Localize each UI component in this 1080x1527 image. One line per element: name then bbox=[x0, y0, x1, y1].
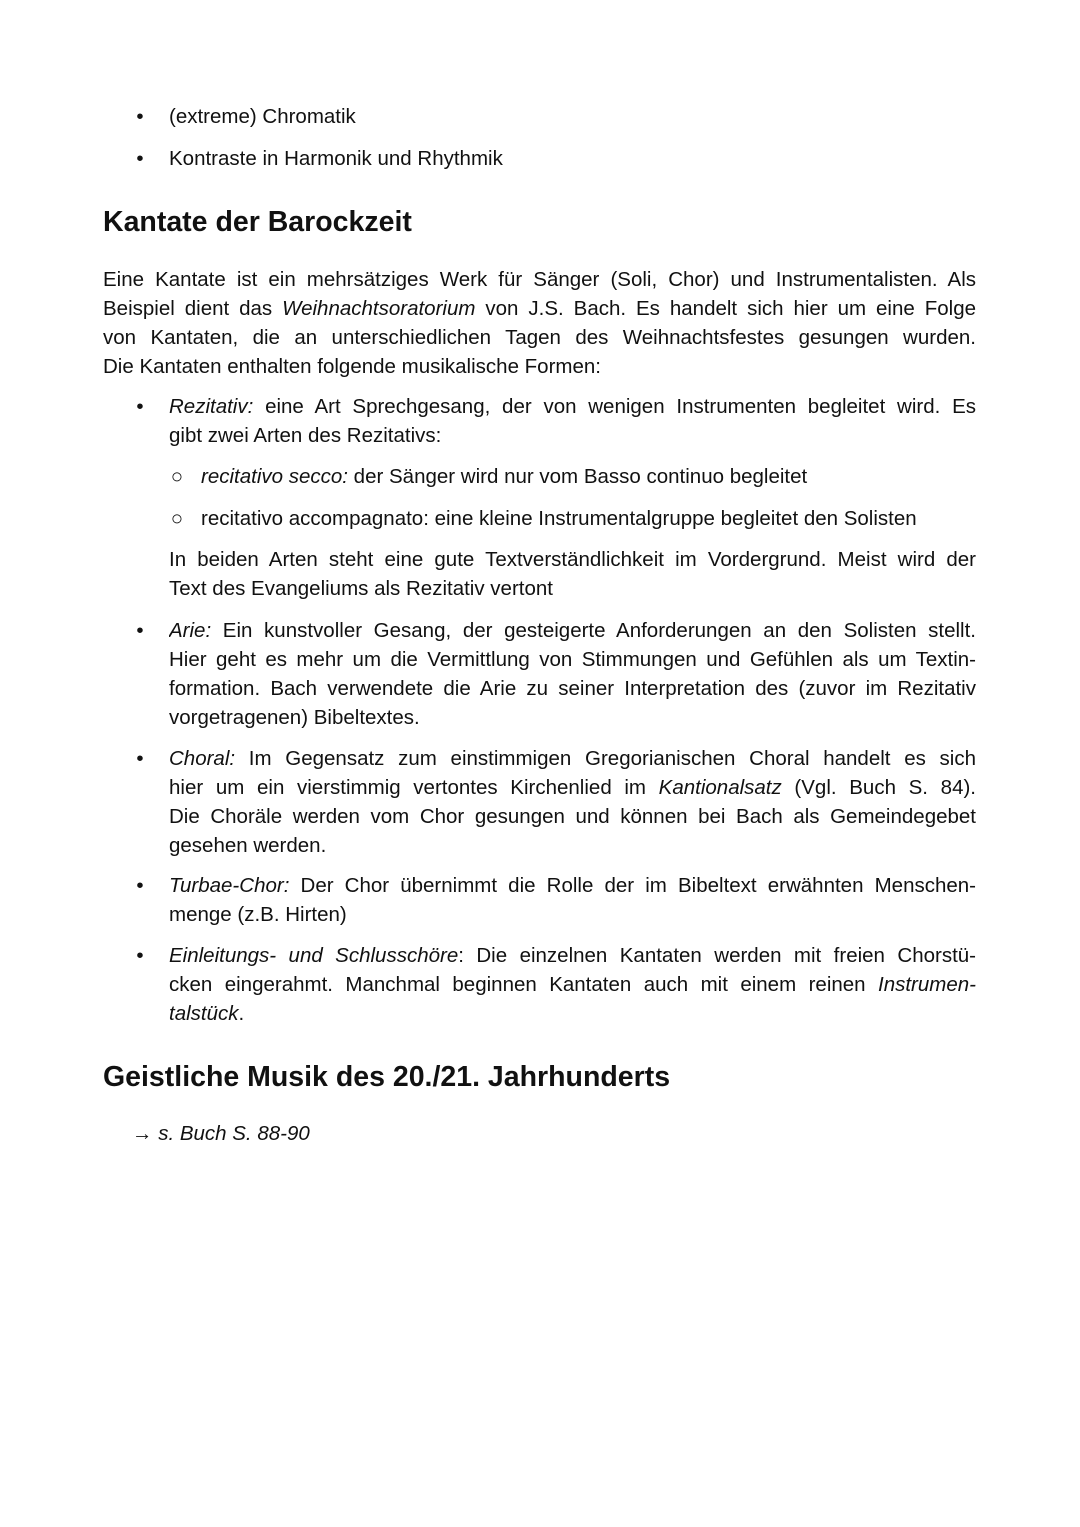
text-line bbox=[103, 352, 601, 381]
text-line bbox=[169, 900, 347, 929]
bullet-icon: • bbox=[136, 943, 144, 967]
text-line bbox=[169, 574, 553, 603]
text-line bbox=[169, 941, 976, 970]
text-line bbox=[169, 421, 441, 450]
list-item: (extreme) Chromatik bbox=[169, 104, 356, 128]
text-line bbox=[169, 773, 976, 802]
text-line bbox=[169, 744, 976, 773]
italic-text: recitativo secco: bbox=[201, 464, 348, 488]
text-span: eine Art Sprechgesang, der von wenigen Instrumenten begleitet wird. Es bbox=[253, 394, 976, 418]
text-line bbox=[169, 999, 244, 1028]
text-line bbox=[169, 545, 976, 574]
text-span: von J.S. Bach. Es handelt sich hier um eine Folge bbox=[475, 296, 976, 320]
text-span: Hier geht es mehr um die Vermittlung von Stimmungen und Gefühlen als um Textin- bbox=[169, 647, 976, 671]
bullet-icon: • bbox=[136, 146, 144, 170]
text-span: Text des Evangeliums als Rezitativ vertont bbox=[169, 576, 553, 600]
text-span: . bbox=[238, 1001, 245, 1025]
text-span: Eine Kantate ist ein mehrsätziges Werk für Sänger (Soli, Chor) und Instrumentalisten. Als bbox=[103, 267, 976, 291]
text-span: von Kantaten, die an unterschiedlichen Tagen des Weihnachtsfestes gesungen wurden. bbox=[103, 325, 976, 349]
book-reference: → s. Buch S. 88-90 bbox=[132, 1122, 310, 1145]
italic-text: Weihnachtsoratorium bbox=[282, 296, 476, 320]
text-line bbox=[169, 703, 420, 732]
text-span: : Die einzelnen Kantaten werden mit freien Chorstü- bbox=[458, 943, 976, 967]
text-span: Ein kunstvoller Gesang, der gesteigerte Anforderungen an den Solisten stellt. bbox=[211, 618, 976, 642]
section-heading: Kantate der Barockzeit bbox=[103, 206, 412, 238]
text-line bbox=[169, 616, 976, 645]
text-span: (Vgl. Buch S. 84). bbox=[781, 775, 976, 799]
text-span: In beiden Arten steht eine gute Textverständlichkeit im Vordergrund. Meist wird der bbox=[169, 547, 976, 571]
bullet-icon: • bbox=[136, 394, 144, 418]
text-line bbox=[169, 970, 976, 999]
italic-text: Arie: bbox=[169, 618, 212, 642]
text-line bbox=[169, 392, 976, 421]
text-span: gibt zwei Arten des Rezitativs: bbox=[169, 423, 442, 447]
circle-bullet-icon: ○ bbox=[170, 506, 184, 530]
text-line bbox=[169, 674, 976, 703]
italic-text: Choral: bbox=[169, 746, 236, 770]
text-span: recitativo accompagnato: eine kleine Instrumentalgruppe begleitet den Solisten bbox=[201, 506, 917, 530]
text-line bbox=[169, 871, 976, 900]
text-span: Die Choräle werden vom Chor gesungen und können bei Bach als Gemeindegebet bbox=[169, 804, 976, 828]
text-line bbox=[103, 323, 976, 352]
bullet-icon: • bbox=[136, 618, 144, 642]
text-span: Der Chor übernimmt die Rolle der im Bibeltext erwähnten Menschen- bbox=[289, 873, 976, 897]
text-line bbox=[201, 504, 917, 533]
bullet-icon: • bbox=[136, 104, 144, 128]
text-line bbox=[169, 831, 326, 860]
text-line bbox=[169, 645, 976, 674]
italic-text: talstück bbox=[169, 1001, 239, 1025]
italic-text: Rezitativ: bbox=[169, 394, 254, 418]
italic-text: Instrumen- bbox=[878, 972, 976, 996]
bullet-icon: • bbox=[136, 873, 144, 897]
text-span: Im Gegensatz zum einstimmigen Gregorianischen Choral handelt es sich bbox=[235, 746, 976, 770]
italic-text: Kantionalsatz bbox=[658, 775, 782, 799]
text-line bbox=[103, 294, 976, 323]
text-span: cken eingerahmt. Manchmal beginnen Kantaten auch mit einem reinen bbox=[169, 972, 879, 996]
italic-text: Turbae-Chor: bbox=[169, 873, 290, 897]
text-span: formation. Bach verwendete die Arie zu seiner Interpretation des (zuvor im Rezitativ bbox=[169, 676, 976, 700]
text-span: menge (z.B. Hirten) bbox=[169, 902, 347, 926]
section-heading: Geistliche Musik des 20./21. Jahrhunderts bbox=[103, 1061, 671, 1093]
bullet-icon: • bbox=[136, 746, 144, 770]
text-span: gesehen werden. bbox=[169, 833, 327, 857]
list-item: Kontraste in Harmonik und Rhythmik bbox=[169, 146, 503, 170]
text-span: der Sänger wird nur vom Basso continuo begleitet bbox=[347, 464, 808, 488]
text-line bbox=[201, 462, 807, 491]
text-line bbox=[169, 802, 976, 831]
text-line bbox=[103, 265, 976, 294]
text-span: vorgetragenen) Bibeltextes. bbox=[169, 705, 420, 729]
text-span: Beispiel dient das bbox=[103, 296, 283, 320]
italic-text: Einleitungs- und Schlusschöre bbox=[169, 943, 459, 967]
text-span: hier um ein vierstimmig vertontes Kirchenlied im bbox=[169, 775, 659, 799]
text-span: Die Kantaten enthalten folgende musikalische Formen: bbox=[103, 354, 601, 378]
circle-bullet-icon: ○ bbox=[170, 464, 184, 488]
